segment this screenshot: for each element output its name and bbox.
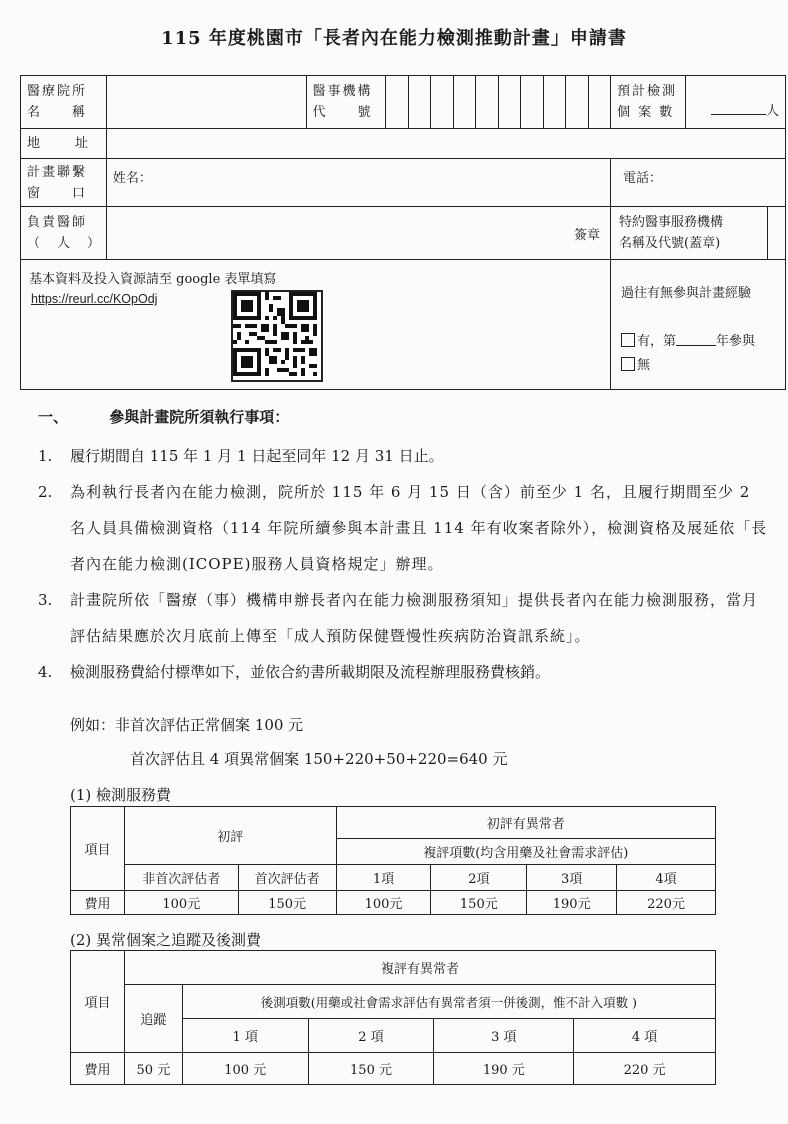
past-experience-label: 過往有無參與計畫經驗 [621, 286, 752, 301]
table1-heading: (1) 檢測服務費 [70, 786, 172, 804]
address-label: 地 址 [21, 129, 107, 159]
table2-col-1: 1 項 [182, 1019, 308, 1053]
qr-code-icon [233, 292, 317, 376]
table2-heading: (2) 異常個案之追蹤及後測費 [70, 931, 262, 949]
application-form [20, 75, 786, 390]
name-label: 姓名： [112, 171, 152, 186]
table2-fee-cell: 150 元 [308, 1053, 434, 1085]
table1-fee-cell: 150元 [238, 891, 336, 915]
contract-agency-label: 特約醫事服務機構 名稱及代號(蓋章) [619, 207, 768, 259]
table1-item-label: 項目 [71, 807, 125, 891]
page-title: 115 年度桃園市「長者內在能力檢測推動計畫」申請書 [161, 28, 627, 49]
table2-track: 追蹤 [124, 985, 182, 1053]
task-list [38, 438, 768, 690]
table1-fee-cell: 220元 [617, 891, 716, 915]
list-item: 3. 計畫院所依「醫療（事）機構申辦長者內在能力檢測服務須知」提供長者內在能力檢測服務，當月評估結果應於次月底前上傳至「成人預防保健暨慢性疾病防治資訊系統」。 [38, 591, 759, 645]
hospital-name-label: 醫療院所 名 稱 [21, 76, 107, 129]
table1-fee-cell: 100元 [124, 891, 238, 915]
list-item: 1. 履行期間自 115 年 1 月 1 日起至同年 12 月 31 日止。 [38, 447, 444, 465]
agency-code-label: 醫事機構 代 號 [306, 76, 386, 129]
list-item: 2. 為利執行長者內在能力檢測，院所於 115 年 6 月 15 日（含）前至少 1 名，且履行期間至少 2 名人員具備檢測資格（114 年院所續參與本計畫且 114 年有收案者除外），檢測資格及展延依「長者內在能力檢測(ICOPE)服務人員資格規定」辦理。 [38, 483, 768, 573]
contact-phone-field[interactable] [611, 159, 786, 207]
table2-posttest: 後測項數(用藥或社會需求評估有異常者須一併後測，惟不計入項數 ) [182, 985, 715, 1019]
tracking-fee-table [70, 950, 716, 1085]
table1-col-1: 1項 [336, 865, 431, 891]
no-checkbox[interactable] [621, 357, 635, 371]
option-yes[interactable]: 有，第 年參與 [621, 330, 755, 349]
year-blank[interactable] [676, 333, 716, 346]
table1-non-first: 非首次評估者 [124, 865, 238, 891]
table1-col-3: 3項 [527, 865, 617, 891]
table2-col-4: 4 項 [574, 1019, 716, 1053]
doctor-label: 負責醫師 （ 人 ） [21, 207, 107, 260]
expected-cases-field[interactable] [685, 76, 785, 129]
table1-col-4: 4項 [617, 865, 716, 891]
table1-fee-cell: 100元 [336, 891, 431, 915]
hospital-name-field[interactable] [106, 76, 306, 129]
section-heading: 一、 參與計畫院所須執行事項： [38, 408, 290, 426]
table2-col-2: 2 項 [308, 1019, 434, 1053]
table1-first: 首次評估者 [238, 865, 336, 891]
google-form-note: 基本資料及投入資源請至 google 表單填寫 [29, 272, 277, 287]
service-fee-table [70, 806, 716, 915]
list-item: 4. 檢測服務費給付標準如下，並依合約書所載期限及流程辦理服務費核銷。 [38, 663, 551, 681]
sign-label: 簽章 [573, 227, 600, 243]
table2-col-3: 3 項 [434, 1019, 574, 1053]
contact-label: 計畫聯繫 窗 口 [21, 159, 107, 207]
table2-fee-cell: 190 元 [434, 1053, 574, 1085]
table1-abnormal: 初評有異常者 [336, 807, 715, 839]
expected-cases-label: 預計檢測 個 案 數 [611, 76, 686, 129]
qr-code[interactable] [231, 290, 323, 382]
table1-fee-cell: 150元 [431, 891, 527, 915]
table1-initial: 初評 [124, 807, 336, 865]
doctor-signature-field[interactable] [106, 207, 610, 260]
table2-fee-cell: 50 元 [124, 1053, 182, 1085]
table2-item-label: 項目 [71, 951, 125, 1053]
table1-fee-label: 費用 [71, 891, 125, 915]
phone-label: 電話： [623, 171, 663, 186]
table2-fee-cell: 100 元 [182, 1053, 308, 1085]
table2-fee-cell: 220 元 [574, 1053, 716, 1085]
table1-reeval: 複評項數(均含用藥及社會需求評估) [336, 839, 715, 865]
table1-fee-cell: 190元 [527, 891, 617, 915]
contract-agency-cell[interactable] [611, 207, 786, 260]
address-field[interactable] [106, 129, 785, 159]
google-form-cell [21, 260, 611, 390]
google-form-link[interactable]: https://reurl.cc/KOpOdj [31, 292, 158, 306]
table2-reeval-abnormal: 複評有異常者 [124, 951, 715, 985]
table2-fee-label: 費用 [71, 1053, 125, 1085]
example-line-1: 例如：非首次評估正常個案 100 元 [70, 716, 304, 734]
past-experience-cell [611, 260, 786, 390]
table1-col-2: 2項 [431, 865, 527, 891]
yes-checkbox[interactable] [621, 333, 635, 347]
example-line-2: 首次評估且 4 項異常個案 150+220+50+220=640 元 [130, 750, 508, 768]
contact-name-field[interactable] [106, 159, 610, 207]
unit-people: 人 [765, 103, 779, 119]
agency-code-field[interactable] [386, 76, 611, 129]
option-no[interactable]: 無 [621, 354, 650, 373]
